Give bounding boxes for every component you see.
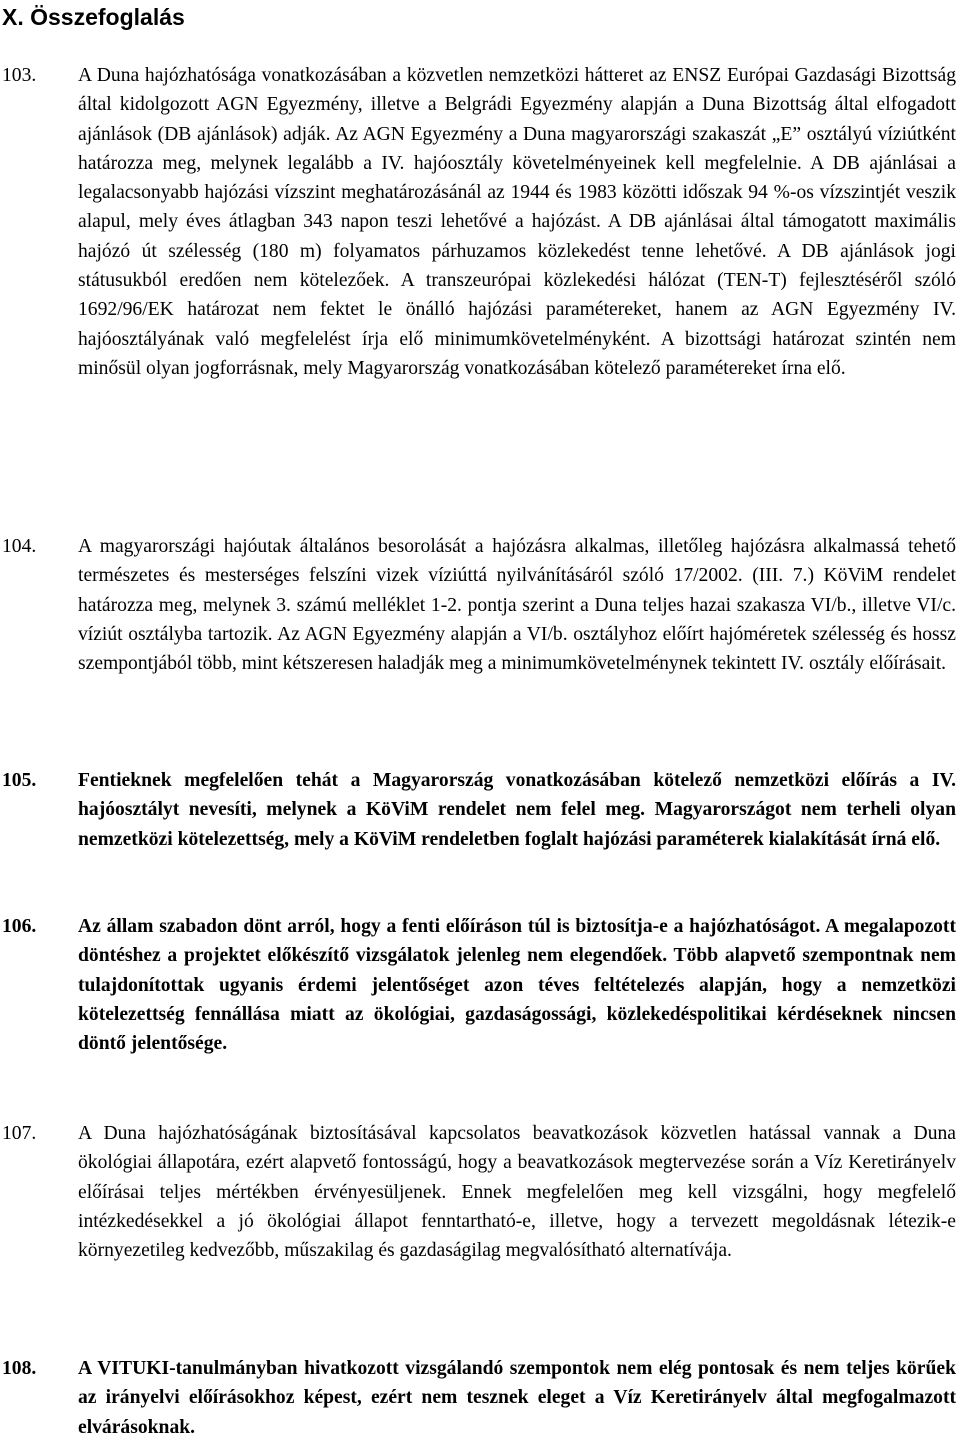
paragraph-number: 108.: [2, 1358, 37, 1379]
section-heading: X. Összefoglalás: [2, 4, 185, 30]
paragraph-text: Az állam szabadon dönt arról, hogy a fenti előíráson túl is biztosítja-e a hajózhatóságot. A megalapozott döntéshez a projektet előkészítő vizsgálatok jelenleg nem elegendőek. Több alapvető szempontnak nem tulajdonítottak ugyanis érdemi jelentőséget azon téves feltételezés alapján, hogy a nemzetközi kötelezettség fennállása miatt az ökológiai, gazdaságossági, közlekedéspolitikai kérdéseknek nincsen döntő jelentősége.: [78, 916, 956, 1055]
paragraph-text: A Duna hajózhatóságának biztosításával kapcsolatos beavatkozások közvetlen hatással vannak a Duna ökológiai állapotára, ezért alapvető fontosságú, hogy a beavatkozások megtervezése során a Víz Keretirányelv előírásai teljes mértékben érvényesüljenek. Ennek megfelelően meg kell vizsgálni, hogy megfelelő intézkedésekkel a jó ökológiai állapot fenntartható-e, illetve, hogy a tervezett megoldásnak létezik-e környezetileg kedvezőbb, műszakilag és gazdaságilag megvalósítható alternatívája.: [78, 1123, 956, 1262]
paragraph-number: 106.: [2, 916, 37, 937]
paragraph-number: 105.: [2, 770, 37, 791]
paragraph-text: A Duna hajózhatósága vonatkozásában a közvetlen nemzetközi hátteret az ENSZ Európai Gazdasági Bizottság által kidolgozott AGN Egyezmény, illetve a Belgrádi Egyezmény alapján a Duna Bizottság által elfogadott ajánlások (DB ajánlások) adják. Az AGN Egyezmény a Duna magyarországi szakaszát „E” osztályú víziútként határozza meg, melynek legalább a IV. hajóosztály követelményeinek kell megfelelnie. A DB ajánlásai a legalacsonyabb hajózási vízszint meghatározásánál az 1944 és 1983 közötti időszak 94 %-os vízszintjét veszik alapul, mely éves átlagban 343 napon teszi lehetővé a hajózást. A DB ajánlásai által támogatott maximális hajózó út szélesség (180 m) folyamatos párhuzamos közlekedést tenne lehetővé. A DB ajánlások jogi státusukból eredően nem kötelezőek. A transzeurópai közlekedési hálózat (TEN-T) fejlesztéséről szóló 1692/96/EK határozat nem fektet le önálló hajózási paramétereket, hanem az AGN Egyezmény IV. hajóosztályának való megfelelést írja elő minimumkövetelményként. A bizottsági határozat szintén nem minősül olyan jogforrásnak, mely Magyarország vonatkozásában kötelező paramétereket írna elő.: [78, 65, 956, 379]
paragraph-text: A VITUKI-tanulmányban hivatkozott vizsgálandó szempontok nem elég pontosak és nem teljes körűek az irányelvi előírásokhoz képest, ezért nem tesznek eleget a Víz Keretirányelv által megfogalmazott elvárásoknak.: [78, 1358, 956, 1438]
paragraph-number: 104.: [2, 536, 37, 557]
paragraph-text: A magyarországi hajóutak általános besorolását a hajózásra alkalmas, illetőleg hajózásra alkalmassá tehető természetes és mesterséges felszíni vizek víziúttá nyilvánításáról szóló 17/2002. (III. 7.) KöViM rendelet határozza meg, melynek 3. számú melléklet 1-2. pontja szerint a Duna teljes hazai szakasza VI/b., illetve VI/c. víziút osztályba tartozik. Az AGN Egyezmény alapján a VI/b. osztályhoz előírt hajóméretek szélesség és hossz szempontjából több, mint kétszeresen haladják meg a minimumkövetelménynek tekintett IV. osztály előírásait.: [78, 536, 956, 675]
paragraph-number: 107.: [2, 1123, 37, 1144]
paragraph-number: 103.: [2, 65, 37, 86]
paragraph-text: Fentieknek megfelelően tehát a Magyarország vonatkozásában kötelező nemzetközi előírás a IV. hajóosztályt nevesíti, melynek a KöViM rendelet nem felel meg. Magyarországot nem terheli olyan nemzetközi kötelezettség, mely a KöViM rendeletben foglalt hajózási paraméterek kialakítását írná elő.: [78, 770, 956, 850]
